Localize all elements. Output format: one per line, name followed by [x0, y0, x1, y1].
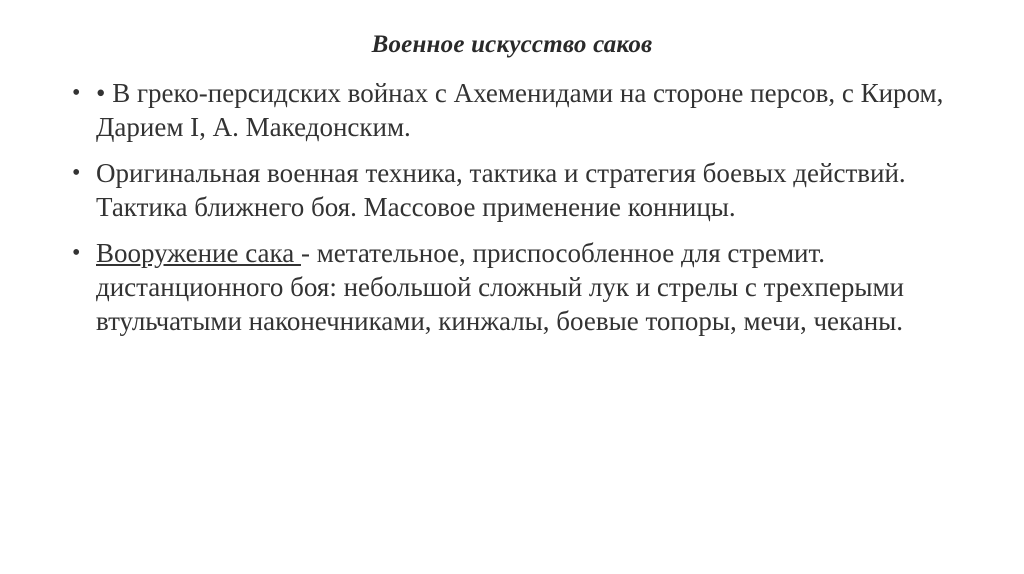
bullet-text: - метательное, приспособленное для стремит. дистанционного боя: небольшой сложный лук и стрелы с трехперыми втульчатыми наконечниками, кинжалы, боевые топоры, мечи, чеканы. — [96, 238, 904, 336]
bullet-list — [72, 76, 972, 350]
bullet-underlined-term: Вооружение сака — [96, 238, 301, 268]
bullet-marker: • — [72, 80, 81, 106]
bullet-item-3 — [72, 236, 972, 338]
slide-title: Военное искусство саков — [371, 31, 653, 58]
bullet-item-2 — [72, 156, 972, 224]
bullet-text: • В греко-персидских войнах с Ахеменидами на стороне персов, с Киром, Дарием I, А. Македонским. — [96, 78, 944, 142]
bullet-marker: • — [72, 160, 81, 186]
bullet-marker: • — [72, 240, 81, 266]
bullet-item-1 — [72, 76, 972, 144]
bullet-text: Оригинальная военная техника, тактика и стратегия боевых действий. Тактика ближнего боя. Массовое применение конницы. — [96, 158, 906, 222]
